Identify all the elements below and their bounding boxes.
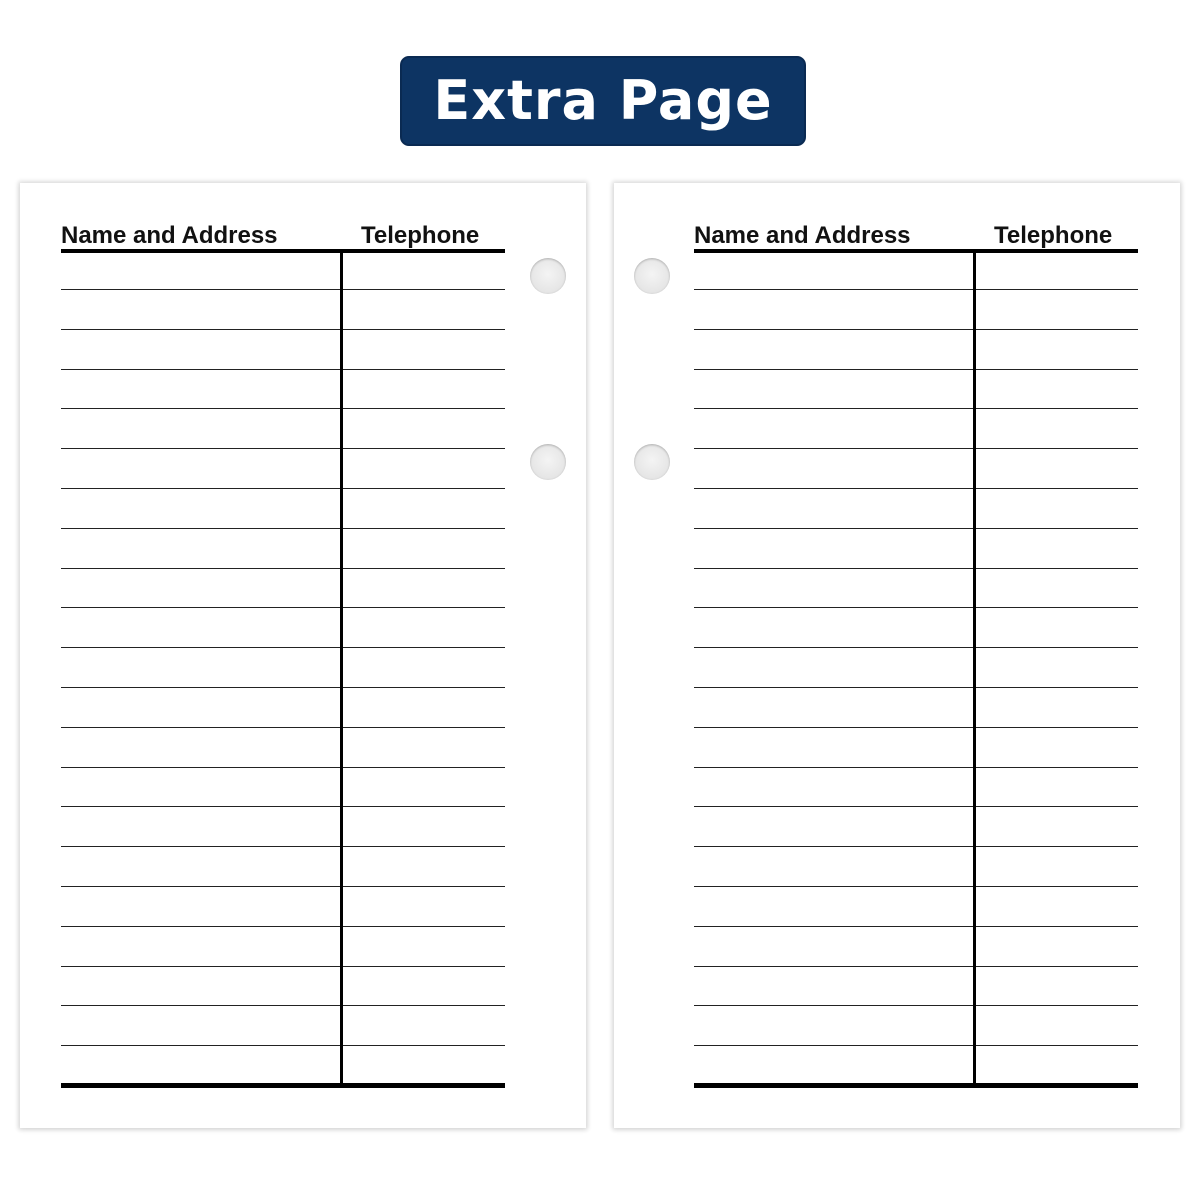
punch-hole-bottom [530,444,566,480]
row-line [61,966,505,967]
banner-title: Extra Page [433,69,773,132]
row-line [61,528,505,529]
address-page-left [20,183,586,1128]
footer-rule [694,1083,1138,1088]
row-line [694,488,1138,489]
row-line [694,846,1138,847]
row-line [694,806,1138,807]
row-line [61,329,505,330]
row-line [61,607,505,608]
telephone-header: Telephone [361,222,480,249]
punch-hole-top [634,258,670,294]
address-page-right [614,183,1180,1128]
column-divider [973,253,976,1085]
punch-hole-top [530,258,566,294]
row-line [694,727,1138,728]
row-line [694,568,1138,569]
row-line [61,647,505,648]
row-line [694,408,1138,409]
name-and-address-header: Name and Address [61,222,278,249]
row-line [61,1005,505,1006]
column-divider [340,253,343,1085]
row-line [694,369,1138,370]
extra-page-banner [400,56,806,146]
row-line [694,767,1138,768]
row-line [61,448,505,449]
row-line [694,1005,1138,1006]
row-line [61,767,505,768]
punch-hole-bottom [634,444,670,480]
row-line [694,687,1138,688]
row-line [61,926,505,927]
row-line [694,528,1138,529]
row-line [694,886,1138,887]
row-line [61,289,505,290]
row-line [694,289,1138,290]
header-rule [694,249,1138,253]
name-and-address-header: Name and Address [694,222,911,249]
row-line [61,568,505,569]
row-line [61,806,505,807]
row-line [61,846,505,847]
row-line [61,488,505,489]
telephone-header: Telephone [994,222,1113,249]
row-line [61,687,505,688]
row-line [61,1045,505,1046]
footer-rule [61,1083,505,1088]
row-line [61,408,505,409]
row-line [61,727,505,728]
header-rule [61,249,505,253]
row-line [694,1045,1138,1046]
row-line [694,926,1138,927]
row-line [61,886,505,887]
row-line [61,369,505,370]
row-line [694,329,1138,330]
row-line [694,607,1138,608]
row-line [694,448,1138,449]
row-line [694,966,1138,967]
row-line [694,647,1138,648]
